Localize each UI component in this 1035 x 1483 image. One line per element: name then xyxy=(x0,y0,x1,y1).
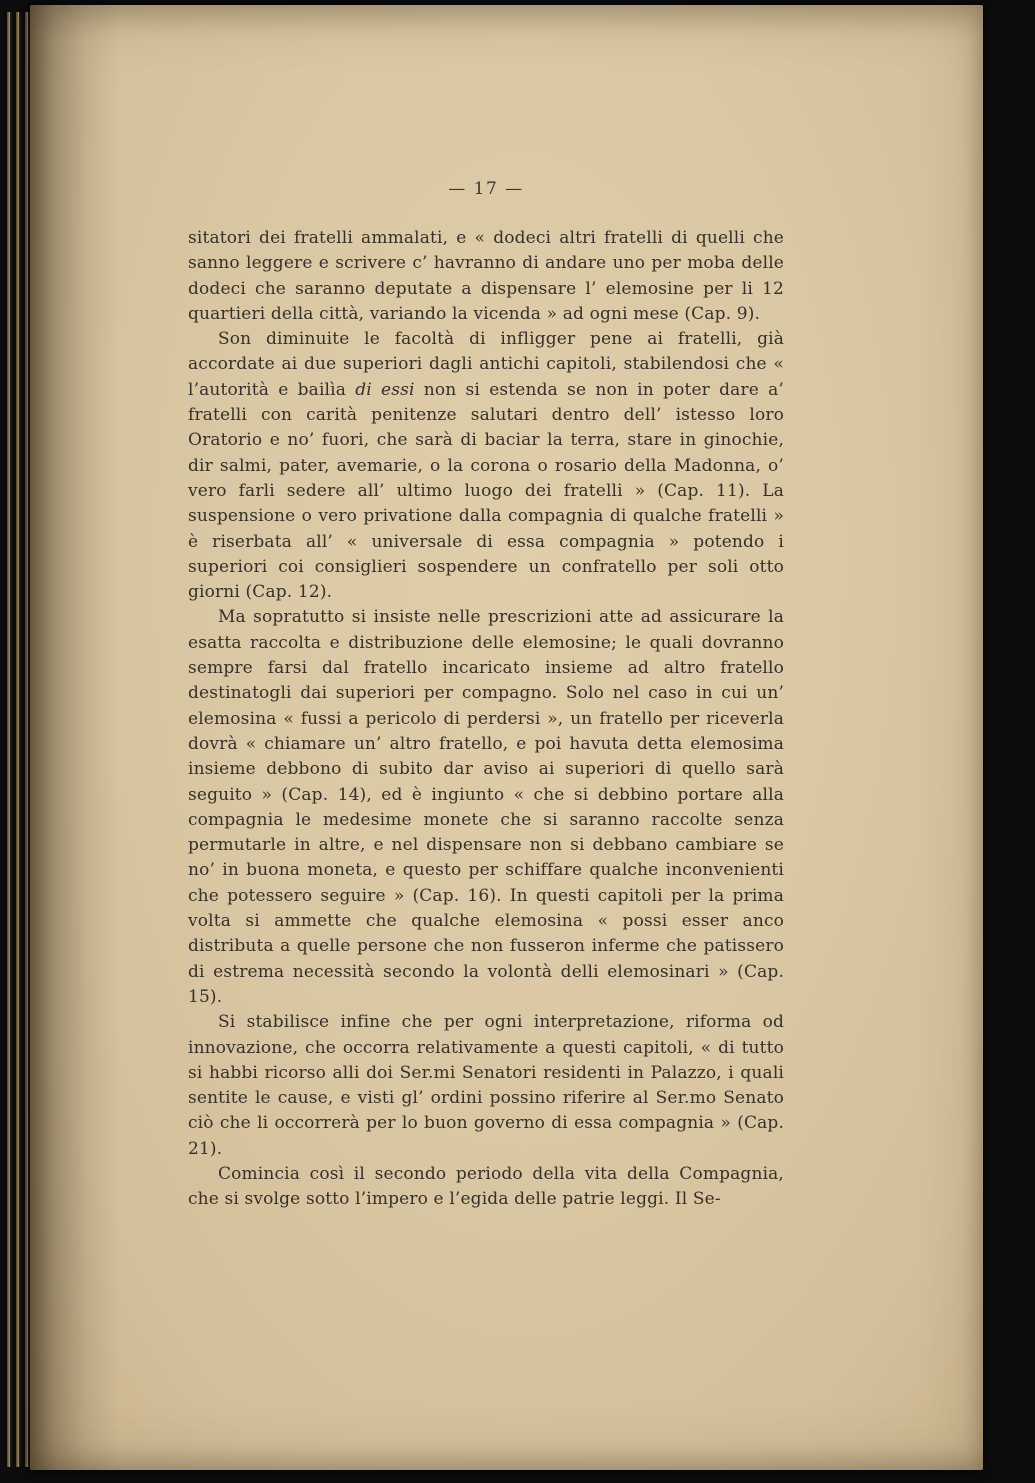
paragraph xyxy=(188,226,784,327)
body-text: sitatori dei fratelli ammalati, e « dodeci altri fratelli di quelli che sanno leggere e scrivere c’ havranno di andare uno per moba delle dodeci che saranno deputate a dispensare l’ elemosine per li 12 quartieri della città, variando la vicenda » ad ogni mese (Cap. 9). xyxy=(188,228,784,324)
paragraph xyxy=(188,327,784,605)
page-number: — 17 — xyxy=(448,179,524,199)
book-page xyxy=(30,5,983,1470)
paragraph xyxy=(188,1010,784,1162)
spine-shadow xyxy=(30,5,120,1470)
italic-text: di essi xyxy=(355,379,415,400)
stacked-page-edges xyxy=(4,12,32,1467)
body-text: non si estenda se non in poter dare a’ fratelli con carità penitenze salutari dentro dell’ istesso loro Oratorio e no’ fuori, che sarà di baciar la terra, stare in ginochie, dir salmi, pater, avemarie, o la corona o rosario della Madonna, o’ vero farli sedere all’ ultimo luogo dei fratelli » (Cap. 11). La suspensione o vero privatione dalla compagnia di qualche fratelli » è riserbata all’ « universale di essa compagnia » potendo i superiori coi consiglieri sospendere un confratello per soli otto giorni (Cap. 12). xyxy=(188,379,784,603)
body-text: Comincia così il secondo periodo della vita della Compagnia, che si svolge sotto l’impero e l’egida delle patrie leggi. Il Se- xyxy=(188,1163,784,1210)
body-text: Si stabilisce infine che per ogni interpretazione, riforma od innovazione, che occorra relativamente a questi capitoli, « di tutto si habbi ricorso alli doi Ser.mi Senatori residenti in Palazzo, i quali sentite le cause, e visti gl’ ordini possino riferire al Ser.mo Senato ciò che li occorrerà per lo buon governo di essa compagnia » (Cap. 21). xyxy=(188,1012,784,1159)
text-block xyxy=(188,226,784,1213)
body-text: Ma sopratutto si insiste nelle prescrizioni atte ad assicurare la esatta raccolta e distribuzione delle elemosine; le quali dovranno sempre farsi dal fratello incaricato insieme ad altro fratello destinatogli dai superiori per compagno. Solo nel caso in cui un’ elemosina « fussi a pericolo di perdersi », un fratello per riceverla dovrà « chiamare un’ altro fratello, e poi havuta detta elemosima insieme debbono di subito dar aviso ai superiori di quello sarà seguito » (Cap. 14), ed è ingiunto « che si debbino portare alla compagnia le medesime monete che si saranno raccolte senza permutarle in altre, e nel dispensare non si debbano cambiare se no’ in buona moneta, e questo per schiffare qualche inconvenienti che potessero seguire » (Cap. 16). In questi capitoli per la prima volta si ammette che qualche elemosina « possi esser anco distributa a quelle persone che non fusseron inferme che patissero di estrema necessità secondo la volontà delli elemosinari » (Cap. 15). xyxy=(188,607,784,1007)
paragraph xyxy=(188,1162,784,1213)
body-text: Son diminuite le facoltà di infligger pene ai fratelli, già accordate ai due superiori dagli antichi capitoli, stabilendosi che « l’autorità e bailìa xyxy=(188,329,784,400)
paragraph xyxy=(188,605,784,1010)
